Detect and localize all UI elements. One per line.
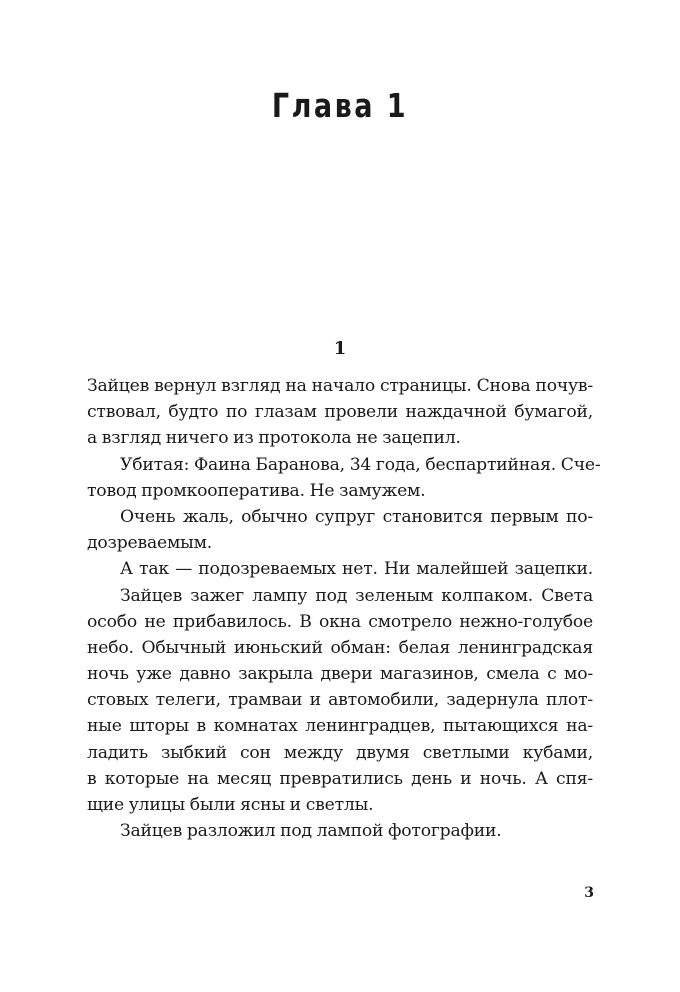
text-line: дозреваемым. [87,533,213,554]
chapter-title: Глава 1 [271,86,409,125]
text-line: особо не прибавилось. В окна смотрело нежно-голубое [87,611,593,632]
text-line: Зайцев разложил под лампой фотографии. [120,821,502,842]
text-line: Очень жаль, обычно супруг становится первым по- [120,506,593,527]
text-line: ствовал, будто по глазам провели наждачной бумагой, [87,402,593,423]
text-line: ночь уже давно закрыла двери магазинов, смела с мо- [87,664,593,685]
section-number: 1 [333,338,347,359]
text-line: а взгляд ничего из протокола не зацепил. [87,428,461,449]
body-text [87,373,601,844]
text-line: Зайцев вернул взгляд на начало страницы. Снова почув- [87,376,593,396]
text-line: стовых телеги, трамваи и автомобили, задернула плот- [87,690,593,711]
text-line: в которые на месяц превратились день и ночь. А спя- [87,768,593,789]
text-line: ладить зыбкий сон между двумя светлыми кубами, [87,742,593,763]
text-line: ные шторы в комнатах ленинградцев, пытающихся на- [87,716,593,737]
text-line: Зайцев зажег лампу под зеленым колпаком. Света [120,585,593,606]
page-number: 3 [584,885,594,901]
text-line: товод промкооператива. Не замужем. [87,480,426,501]
text-line: щие улицы были ясны и светлы. [87,795,374,815]
text-line: Убитая: Фаина Баранова, 34 года, беспартийная. Сче- [120,454,601,475]
text-line: А так — подозреваемых нет. Ни малейшей зацепки. [120,559,593,580]
text-line: небо. Обычный июньский обман: белая ленинградская [87,637,593,658]
